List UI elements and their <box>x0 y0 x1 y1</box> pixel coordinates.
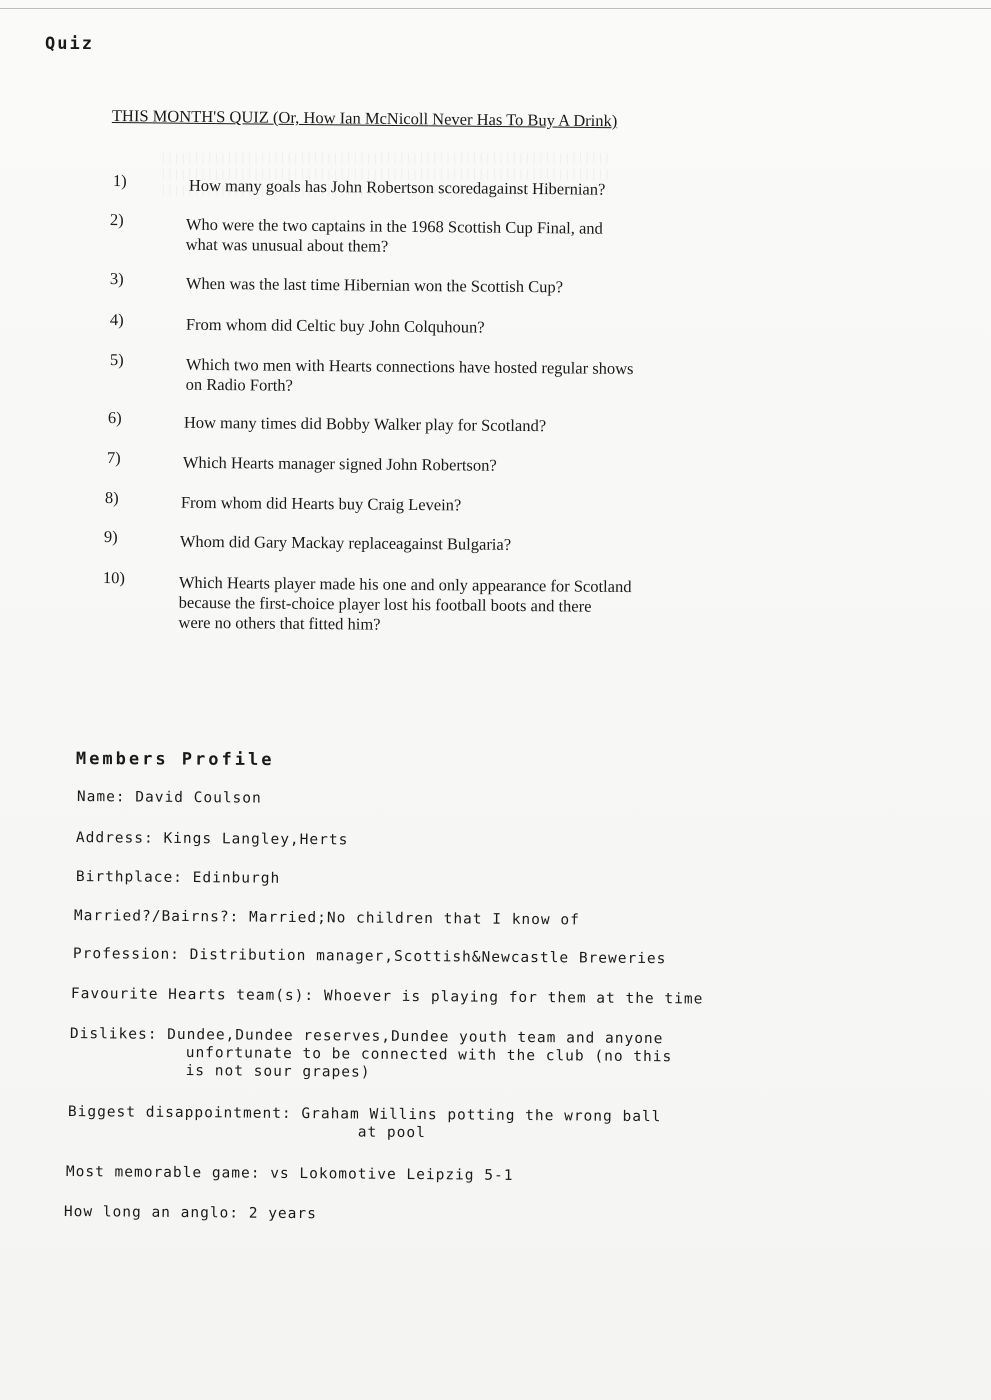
profile-disappointment-line: at pool <box>357 1124 426 1142</box>
question-number: 1) <box>112 171 127 191</box>
question-text: on Radio Forth? <box>185 374 294 395</box>
question-number: 8) <box>104 488 119 508</box>
question-text: How many times did Bobby Walker play for Scotland? <box>183 412 547 436</box>
quiz-heading: THIS MONTH'S QUIZ (Or, How Ian McNicoll Never Has To Buy A Drink) <box>111 106 618 131</box>
question-number: 3) <box>109 269 124 289</box>
question-number: 10) <box>102 568 125 588</box>
question-number: 9) <box>103 527 118 547</box>
question-number: 5) <box>109 350 124 370</box>
question-text: Who were the two captains in the 1968 Scottish Cup Final, and <box>185 214 603 238</box>
profile-dislikes-line: Dislikes: Dundee,Dundee reserves,Dundee youth team and anyone <box>69 1026 664 1048</box>
question-text: Whom did Gary Mackay replaceagainst Bulgaria? <box>179 531 512 554</box>
profile-dislikes <box>70 1025 673 1084</box>
question-text: what was unusual about them? <box>185 234 389 256</box>
question-text: Which two men with Hearts connections have hosted regular shows <box>185 354 634 379</box>
profile-favourite-team: Favourite Hearts team(s): Whoever is playing for them at the time <box>70 985 704 1008</box>
question-text: When was the last time Hibernian won the Scottish Cup? <box>185 273 564 297</box>
question-number: 7) <box>106 448 121 468</box>
question-text: How many goals has John Robertson scoredagainst Hibernian? <box>188 175 606 199</box>
profile-disappointment-line: Biggest disappointment: Graham Willins potting the wrong ball <box>67 1104 662 1126</box>
profile-memorable-game: Most memorable game: vs Lokomotive Leipzig 5-1 <box>65 1164 514 1184</box>
profile-married: Married?/Bairns?: Married;No children that I know of <box>73 907 580 929</box>
question-text: because the first-choice player lost his football boots and there <box>178 592 592 616</box>
profile-anglo: How long an anglo: 2 years <box>63 1204 317 1223</box>
section-title: Quiz <box>45 34 94 54</box>
profile-disappointment <box>68 1103 662 1144</box>
profile-dislikes-line: is not sour grapes) <box>185 1063 371 1081</box>
question-number: 2) <box>109 210 124 230</box>
members-profile-heading: Members Profile <box>75 749 275 771</box>
question-text: Which Hearts player made his one and only appearance for Scotland <box>178 572 632 597</box>
question-text: were no others that fitted him? <box>178 612 381 634</box>
question-number: 4) <box>109 310 124 330</box>
question-text: Which Hearts manager signed John Robertson? <box>182 452 497 475</box>
profile-name: Name: David Coulson <box>76 788 262 807</box>
profile-birthplace: Birthplace: Edinburgh <box>75 868 281 887</box>
profile-profession: Profession: Distribution manager,Scottish&Newcastle Breweries <box>72 945 667 968</box>
question-number: 6) <box>107 408 122 428</box>
question-text: From whom did Hearts buy Craig Levein? <box>180 492 462 515</box>
profile-dislikes-line: unfortunate to be connected with the club (no this <box>185 1045 673 1066</box>
question-text: From whom did Celtic buy John Colquhoun? <box>185 314 485 337</box>
profile-address: Address: Kings Langley,Herts <box>75 829 349 849</box>
